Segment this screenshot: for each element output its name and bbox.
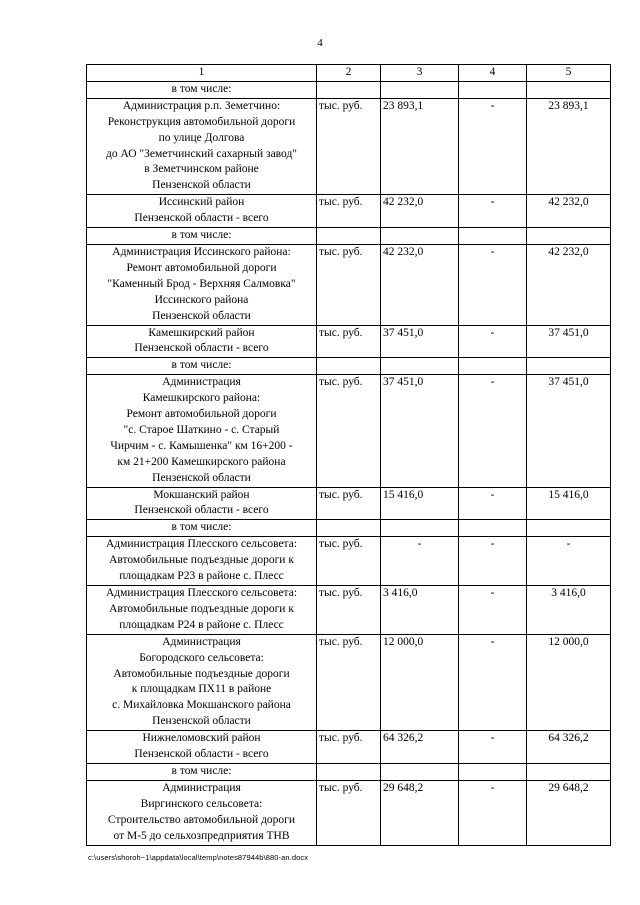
row-name-line: Ремонт автомобильной дороги	[126, 261, 277, 274]
table-row	[87, 586, 611, 635]
row-name-line: Пензенской области - всего	[134, 212, 269, 225]
subheading-row	[87, 520, 611, 537]
row-name-line: Чирчим - с. Камышенка" км 16+200 -	[110, 439, 293, 452]
document-file-path: c:\users\shoroh~1\appdata\local\temp\notes87944b\880-an.docx	[88, 853, 309, 862]
row-name-line: Пензенской области	[152, 309, 251, 322]
value-col4-cell: -	[459, 375, 527, 487]
table-row	[87, 634, 611, 730]
value-col4-cell: -	[459, 98, 527, 194]
row-name-line: Администрация р.п. Земетчино:	[122, 99, 281, 112]
value-col3-cell: 23 893,1	[381, 98, 459, 194]
row-name-line: Камешкирский район	[148, 326, 255, 339]
value-col5-cell: 3 416,0	[527, 586, 611, 635]
empty-cell	[381, 763, 459, 780]
row-name-line: Администрация	[162, 635, 241, 648]
row-name-line: км 21+200 Камешкирского района	[117, 455, 286, 468]
value-col3-cell: 3 416,0	[381, 586, 459, 635]
empty-cell	[527, 228, 611, 245]
row-name	[87, 487, 317, 520]
value-col3-cell: 42 232,0	[381, 244, 459, 325]
row-name-line: Пензенской области - всего	[134, 748, 269, 761]
row-name-line: в Земетчинском районе	[144, 163, 259, 176]
row-name-line: площадкам Р23 в районе с. Плесс	[119, 570, 284, 583]
row-name-line: Автомобильные подъездные дороги к	[109, 602, 294, 615]
unit-cell: тыс. руб.	[317, 98, 381, 194]
unit-cell: тыс. руб.	[317, 325, 381, 358]
table-row	[87, 98, 611, 194]
empty-cell	[317, 763, 381, 780]
value-col5-cell: 37 451,0	[527, 375, 611, 487]
unit-cell: тыс. руб.	[317, 537, 381, 586]
row-name-line: Камешкирского района:	[142, 392, 261, 405]
table-row	[87, 731, 611, 764]
value-col3-cell: 64 326,2	[381, 731, 459, 764]
empty-cell	[459, 228, 527, 245]
table-row	[87, 195, 611, 228]
row-name-line: Администрация	[162, 376, 241, 389]
value-col3-cell: -	[381, 537, 459, 586]
value-col3-cell: 15 416,0	[381, 487, 459, 520]
empty-cell	[317, 358, 381, 375]
row-name	[87, 375, 317, 487]
value-col5-cell: 42 232,0	[527, 244, 611, 325]
budget-table	[86, 64, 611, 846]
empty-cell	[459, 358, 527, 375]
column-header-5: 5	[527, 65, 611, 82]
table-body	[87, 65, 611, 846]
row-name-line: Иссинский район	[158, 196, 245, 209]
subheading-row	[87, 81, 611, 98]
row-name-line: Ремонт автомобильной дороги	[126, 408, 277, 421]
value-col5-cell: 29 648,2	[527, 780, 611, 845]
row-name-line: "Каменный Брод - Верхняя Салмовка"	[107, 277, 296, 290]
table-row	[87, 325, 611, 358]
value-col5-cell: 42 232,0	[527, 195, 611, 228]
value-col5-cell: 15 416,0	[527, 487, 611, 520]
row-name-line: Иссинского района	[154, 293, 249, 306]
row-name-line: с. Михайловка Мокшанского района	[112, 699, 291, 712]
value-col3-cell: 12 000,0	[381, 634, 459, 730]
value-col4-cell: -	[459, 537, 527, 586]
row-name-line: Администрация Плесского сельсовета:	[105, 538, 298, 551]
table-row	[87, 780, 611, 845]
empty-cell	[459, 520, 527, 537]
column-header-3: 3	[381, 65, 459, 82]
row-name-line: Автомобильные подъездные дороги	[113, 667, 290, 680]
empty-cell	[381, 81, 459, 98]
empty-cell	[527, 763, 611, 780]
row-name-line: Реконструкция автомобильной дороги	[107, 115, 296, 128]
row-name-line: Пензенской области	[152, 471, 251, 484]
unit-cell: тыс. руб.	[317, 731, 381, 764]
value-col4-cell: -	[459, 325, 527, 358]
column-header-4: 4	[459, 65, 527, 82]
table-header-row	[87, 65, 611, 82]
unit-cell: тыс. руб.	[317, 780, 381, 845]
row-name	[87, 537, 317, 586]
row-name-line: Мокшанский район	[153, 488, 250, 501]
row-name-line: Администрация Плесского сельсовета:	[105, 587, 298, 599]
row-name-line: Пензенской области	[152, 179, 251, 192]
row-name-line: Богородского сельсовета:	[139, 651, 264, 664]
empty-cell	[527, 520, 611, 537]
unit-cell: тыс. руб.	[317, 487, 381, 520]
empty-cell	[459, 763, 527, 780]
table-row	[87, 537, 611, 586]
value-col3-cell: 37 451,0	[381, 375, 459, 487]
row-name-line: Пензенской области - всего	[134, 504, 269, 517]
row-name-line: по улице Долгова	[158, 131, 245, 144]
subheading-label: в том числе:	[87, 358, 317, 375]
row-name	[87, 98, 317, 194]
value-col5-cell: 64 326,2	[527, 731, 611, 764]
row-name-line: Виргинского сельсовета:	[140, 797, 263, 810]
row-name-line: к площадкам ПХ11 в районе	[131, 683, 272, 696]
subheading-label: в том числе:	[87, 81, 317, 98]
subheading-label: в том числе:	[87, 228, 317, 245]
column-header-2: 2	[317, 65, 381, 82]
unit-cell: тыс. руб.	[317, 634, 381, 730]
subheading-row	[87, 763, 611, 780]
empty-cell	[381, 228, 459, 245]
unit-cell: тыс. руб.	[317, 244, 381, 325]
empty-cell	[317, 81, 381, 98]
empty-cell	[317, 228, 381, 245]
empty-cell	[527, 358, 611, 375]
row-name	[87, 780, 317, 845]
empty-cell	[317, 520, 381, 537]
row-name-line: Нижнеломовский район	[142, 732, 261, 745]
row-name-line: Пензенской области	[152, 715, 251, 728]
value-col4-cell: -	[459, 195, 527, 228]
row-name-line: площадкам Р24 в районе с. Плесс	[119, 618, 284, 631]
row-name-line: Администрация	[162, 781, 241, 794]
value-col4-cell: -	[459, 487, 527, 520]
row-name-line: Пензенской области - всего	[134, 342, 269, 355]
row-name	[87, 634, 317, 730]
value-col3-cell: 37 451,0	[381, 325, 459, 358]
empty-cell	[459, 81, 527, 98]
row-name	[87, 586, 317, 635]
value-col4-cell: -	[459, 244, 527, 325]
row-name-line: "с. Старое Шаткино - с. Старый	[123, 423, 280, 436]
row-name-line: Автомобильные подъездные дороги к	[109, 554, 294, 567]
page-number: 4	[317, 37, 323, 49]
subheading-row	[87, 228, 611, 245]
empty-cell	[381, 358, 459, 375]
column-header-1: 1	[87, 65, 317, 82]
empty-cell	[527, 81, 611, 98]
value-col4-cell: -	[459, 586, 527, 635]
subheading-row	[87, 358, 611, 375]
table-row	[87, 375, 611, 487]
row-name-line: Строительство автомобильной дороги	[107, 813, 296, 826]
subheading-label: в том числе:	[87, 763, 317, 780]
table-row	[87, 487, 611, 520]
row-name	[87, 731, 317, 764]
value-col5-cell: 23 893,1	[527, 98, 611, 194]
row-name	[87, 244, 317, 325]
value-col5-cell: 37 451,0	[527, 325, 611, 358]
subheading-label: в том числе:	[87, 520, 317, 537]
value-col3-cell: 42 232,0	[381, 195, 459, 228]
row-name	[87, 195, 317, 228]
value-col3-cell: 29 648,2	[381, 780, 459, 845]
row-name-line: до АО "Земетчинский сахарный завод"	[106, 147, 297, 160]
value-col4-cell: -	[459, 634, 527, 730]
value-col5-cell: 12 000,0	[527, 634, 611, 730]
unit-cell: тыс. руб.	[317, 586, 381, 635]
value-col4-cell: -	[459, 780, 527, 845]
row-name-line: Администрация Иссинского района:	[112, 245, 291, 258]
row-name	[87, 325, 317, 358]
unit-cell: тыс. руб.	[317, 195, 381, 228]
empty-cell	[381, 520, 459, 537]
unit-cell: тыс. руб.	[317, 375, 381, 487]
value-col4-cell: -	[459, 731, 527, 764]
row-name-line: от М-5 до сельхозпредприятия ТНВ	[113, 829, 290, 842]
value-col5-cell: -	[527, 537, 611, 586]
table-row	[87, 244, 611, 325]
